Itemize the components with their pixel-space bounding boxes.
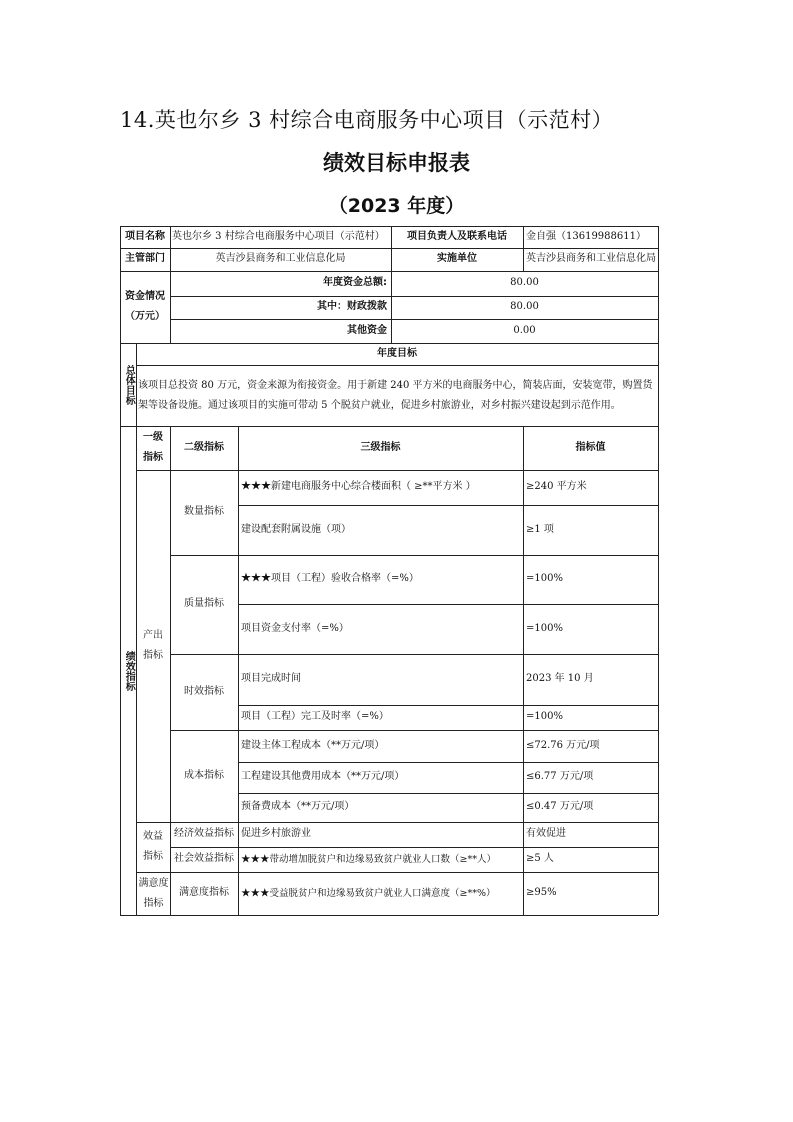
level2-quality: 质量指标 (184, 598, 224, 610)
indicator-name: 项目完成时间 (241, 673, 301, 685)
indicator-name: ★★★项目（工程）验收合格率（=%） (241, 573, 419, 585)
indicator-name: 建设主体工程成本（**万元/项） (241, 739, 385, 751)
indicator-value: =100% (526, 622, 563, 634)
project-name-label: 项目名称 (125, 230, 165, 242)
indicator-value: ≥95% (526, 887, 557, 899)
col-header-level1: 一级指标 (143, 432, 163, 463)
indicator-name: 预备费成本（**万元/项） (241, 801, 355, 813)
indicator-value: ≤72.76 万元/项 (526, 739, 600, 751)
impl-label: 实施单位 (437, 253, 477, 265)
level2-economic: 经济效益指标 (174, 828, 234, 840)
level1-benefit: 效益指标 (143, 831, 163, 862)
indicator-value: ≤6.77 万元/项 (526, 771, 594, 783)
funds-label: 资金情况（万元） (125, 291, 165, 322)
indicator-value: 有效促进 (526, 828, 566, 840)
annual-goal-text: 该项目总投资 80 万元，资金来源为衔接资金。用于新建 240 平方米的电商服务中心，简装店面，安装宽带，购置货架等设备设施。通过该项目的实施可带动 5 个脱贫户就业，促进乡村旅游业，对乡村振兴建设起到示范作用。 (138, 379, 653, 411)
indicator-name: ★★★新建电商服务中心综合楼面积（ ≥**平方米 ） (241, 481, 476, 493)
indicator-name: ★★★带动增加脱贫户和边缘易致贫户就业人口数（≥**人） (241, 853, 496, 865)
level2-satisfaction: 满意度指标 (179, 887, 229, 899)
level2-time: 时效指标 (184, 685, 224, 697)
indicator-value: ≥5 人 (526, 853, 554, 865)
level2-cost: 成本指标 (184, 769, 224, 781)
col-header-level2: 二级指标 (184, 441, 224, 453)
indicator-name: 建设配套附属设施（项） (241, 523, 351, 535)
project-name-value: 英也尔乡 3 村综合电商服务中心项目（示范村） (172, 230, 385, 242)
level1-output: 产出指标 (143, 630, 163, 661)
indicator-name: 促进乡村旅游业 (241, 828, 311, 840)
indicator-value: 2023 年 10 月 (526, 673, 594, 685)
level2-social: 社会效益指标 (174, 853, 234, 865)
level1-satisfaction: 满意度指标 (138, 877, 169, 909)
document-heading: 14.英也尔乡 3 村综合电商服务中心项目（示范村） (120, 108, 614, 132)
col-header-value: 指标值 (575, 441, 606, 453)
dept-label: 主管部门 (125, 253, 165, 265)
indicator-value: ≥1 项 (526, 523, 554, 535)
indicator-value: =100% (526, 711, 563, 723)
funds-other-value: 0.00 (513, 324, 536, 336)
indicator-name: ★★★受益脱贫户和边缘易致贫户就业人口满意度（≥**%） (241, 887, 496, 899)
overall-goal-label: 总体目标 (123, 364, 135, 405)
impl-value: 英吉沙县商务和工业信息化局 (526, 253, 656, 265)
contact-value: 金自强（13619988611） (526, 230, 646, 242)
form-title: 绩效目标申报表 (323, 151, 470, 175)
performance-indicators-label: 绩效指标 (123, 650, 135, 691)
indicator-name: 项目（工程）完工及时率（=%） (241, 711, 389, 723)
dept-value: 英吉沙县商务和工业信息化局 (215, 253, 346, 265)
indicator-value: ≤0.47 万元/项 (526, 801, 594, 813)
annual-goal-header: 年度目标 (377, 347, 417, 359)
funds-fiscal-value: 80.00 (510, 301, 539, 313)
indicator-name: 工程建设其他费用成本（**万元/项） (241, 771, 405, 783)
funds-other-label: 其他资金 (347, 324, 387, 336)
indicator-value: ≥240 平方米 (526, 481, 587, 493)
funds-total-value: 80.00 (510, 277, 539, 289)
col-header-level3: 三级指标 (360, 441, 401, 453)
form-year: （2023 年度） (328, 195, 465, 217)
level2-quantity: 数量指标 (184, 506, 224, 518)
funds-total-label: 年度资金总额: (323, 277, 387, 289)
indicator-name: 项目资金支付率（=%） (241, 622, 349, 634)
funds-fiscal-label: 其中：财政拨款 (317, 301, 387, 313)
contact-label: 项目负责人及联系电话 (407, 230, 507, 242)
indicator-value: =100% (526, 573, 563, 585)
